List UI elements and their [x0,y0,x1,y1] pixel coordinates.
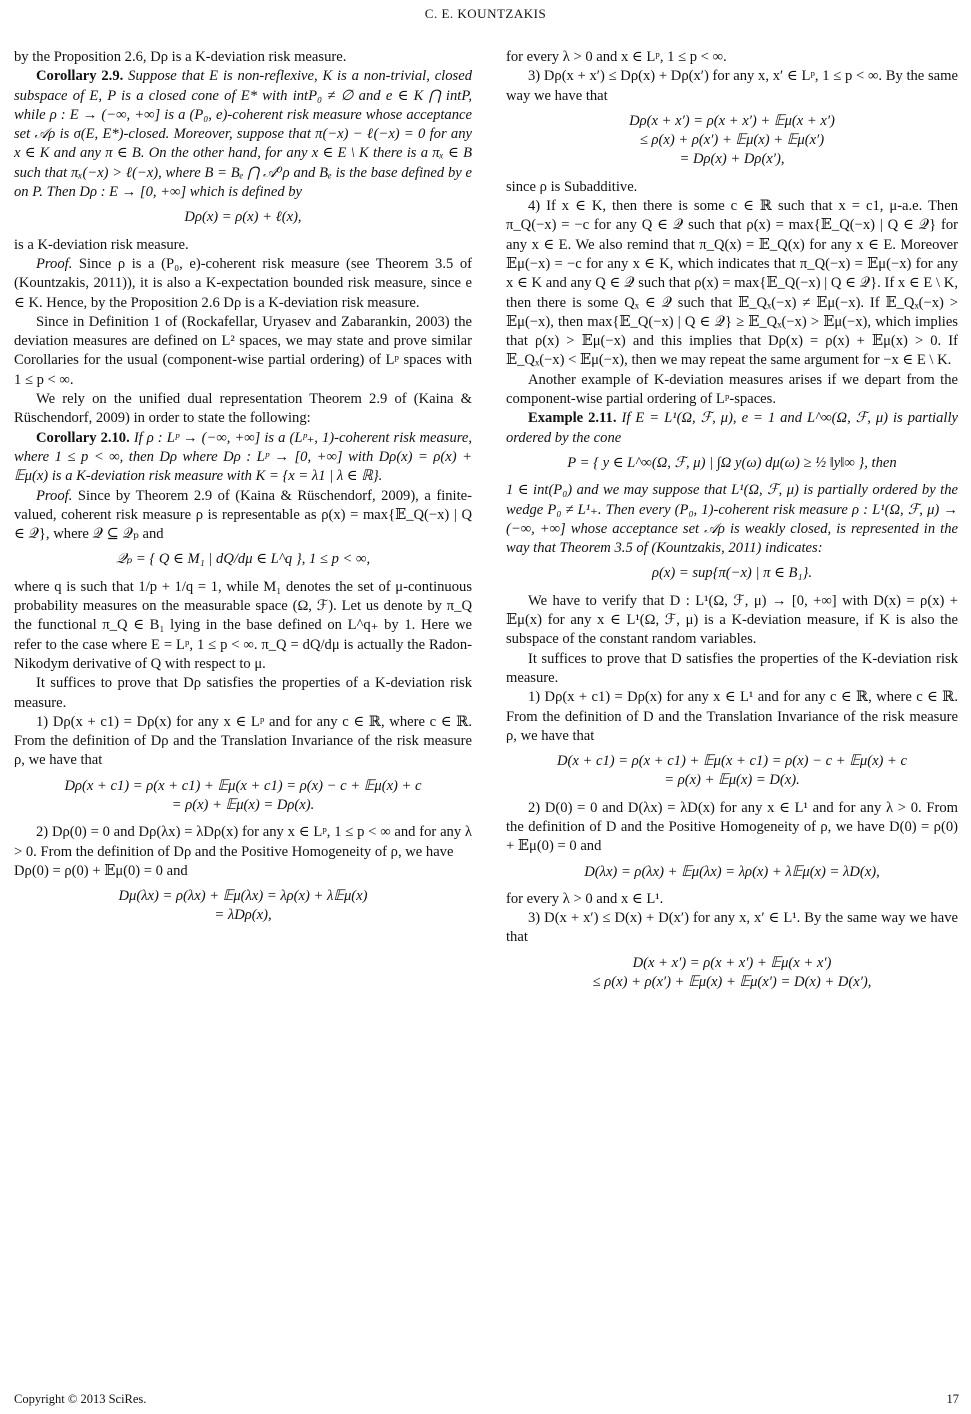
paragraph: by the Proposition 2.6, Dρ is a K-deviation risk measure. [14,49,347,65]
example-2-11 [506,409,958,448]
equation [14,887,472,926]
left-column [14,48,472,934]
list-item: 3) Dρ(x + x′) ≤ Dρ(x) + Dρ(x′) for any x, x′ ∈ Lᵖ, 1 ≤ p < ∞. By the same way we have that [506,68,958,104]
corollary-label: Corollary 2.9. [36,68,124,85]
proof-label: Proof. [36,487,73,504]
paragraph: for every λ > 0 and x ∈ L¹. [506,890,664,907]
equation-line: = ρ(x) + 𝔼μ(x) = D(x). [664,772,800,789]
proof-text: Since ρ is a (P₀, e)-coherent risk measure (see Theorem 3.5 of (Kountzakis, 2011)), it is also a K-expectation bounded risk measure, since e ∈ K. Hence, by the Proposition 2.6 Dρ is a K-deviation risk measure. [14,255,472,311]
paragraph: where q is such that 1/p + 1/q = 1, while M₁ denotes the set of μ-continuous probability measures on the measurable space (Ω, ℱ). Let us denote by π_Q the functional π_Q ∈ B₁ lying in the base defined on L^q₊ by 1. Here we refer to the case where E = Lᵖ, 1 ≤ p < ∞. π_Q = dQ/dμ is actually the Radon-Nikodym derivative of Q with respect to μ. [14,578,472,672]
corollary-2-9 [14,67,472,202]
paragraph: We rely on the unified dual representation Theorem 2.9 of (Kaina & Rüschendorf, 2009) in order to state the following: [14,391,472,427]
equation: Dρ(x) = ρ(x) + ℓ(x), [184,209,302,226]
paragraph: since ρ is Subadditive. [506,178,638,195]
list-item: 1) Dρ(x + c1) = Dρ(x) for any x ∈ Lᵖ and for any c ∈ ℝ, where c ∈ ℝ. From the definition of Dρ and the Translation Invariance of the risk measure ρ, we have that [14,713,472,769]
equation: P = { y ∈ L^∞(Ω, ℱ, μ) | ∫Ω y(ω) dμ(ω) ≥ ½ ‖y‖∞ }, then [567,454,897,471]
proof [14,255,472,313]
proof-text: Since by Theorem 2.9 of (Kaina & Rüschendorf, 2009), a finite-valued, coherent risk measure ρ is representable as ρ(x) = max{𝔼_Q(−x) | Q ∈ 𝒬}, where 𝒬 ⊆ 𝒬ₚ and [14,487,473,543]
paragraph: Another example of K-deviation measures arises if we depart from the component-wise partial ordering of Lᵖ-spaces. [506,371,958,408]
example-label: Example 2.11. [528,410,617,427]
running-header: C. E. KOUNTZAKIS [424,6,547,21]
equation [506,954,958,993]
paragraph: is a K-deviation risk measure. [14,236,189,253]
equation-line: D(x + c1) = ρ(x + c1) + 𝔼μ(x + c1) = ρ(x) − c + 𝔼μ(x) + c [556,753,908,770]
equation-line: ≤ ρ(x) + ρ(x′) + 𝔼μ(x) + 𝔼μ(x′) = D(x) + D(x′), [592,974,872,991]
paragraph: Since in Definition 1 of (Rockafellar, Uryasev and Zabarankin, 2003) the deviation measures are defined on L² spaces, we may state and prove similar Corollaries for the usual (component-wise partial ordering) of Lᵖ spaces with 1 ≤ p < ∞. [14,313,472,388]
equation-line: Dρ(x + c1) = ρ(x + c1) + 𝔼μ(x + c1) = ρ(x) − c + 𝔼μ(x) + c [64,777,422,794]
right-column [506,48,958,1000]
equation-line: D(x + x′) = ρ(x + x′) + 𝔼μ(x + x′) [632,954,832,971]
list-item: 2) Dρ(0) = 0 and Dρ(λx) = λDρ(x) for any x ∈ Lᵖ, 1 ≤ p < ∞ and for any λ > 0. From the definition of Dρ and the Positive Homogeneity of ρ, we have [14,824,472,860]
paragraph: for every λ > 0 and x ∈ Lᵖ, 1 ≤ p < ∞. [506,49,727,65]
corollary-text: Suppose that E is non-reflexive, K is a non-trivial, closed subspace of E, P is a closed cone of E* with intP₀ ≠ ∅ and e ∈ K ⋂ intP, while ρ : E → (−∞, +∞] is a (P₀, e)-coherent risk measure whose acceptance set 𝒜ρ is σ(E, E*)-closed. Moreover, suppose that π(−x) − ℓ(−x) = 0 for any x ∈ K and any π ∈ B. On the other hand, for any x ∈ E \ K there is a πₓ ∈ B such that πₓ(−x) > ℓ(−x), where B = Bₑ ⋂ 𝒜⁰ρ and Bₑ is the base defined by e on P. Then Dρ : E → [0, +∞] which is defined by [14,68,472,201]
list-item: 1) Dρ(x + c1) = Dρ(x) for any x ∈ L¹ and for any c ∈ ℝ, where c ∈ ℝ. From the definition of D and the Translation Invariance of the risk measure ρ, we have that [506,689,958,744]
equation-line: = ρ(x) + 𝔼μ(x) = Dρ(x). [171,796,315,813]
paragraph: 1 ∈ int(P₀) and we may suppose that L¹(Ω, ℱ, μ) is partially ordered by the wedge P₀ ≠ L¹₊. Then every (P₀, 1)-coherent risk measure ρ : L¹(Ω, ℱ, μ) → (−∞, +∞] whose acceptance set 𝒜ρ is weakly closed, is represented in the way that Theorem 3.5 of (Kountzakis, 2011) indicates: [506,482,958,557]
equation: ρ(x) = sup{π(−x) | π ∈ B₁}. [651,565,812,582]
equation: 𝒬ₚ = { Q ∈ M₁ | dQ/dμ ∈ L^q }, 1 ≤ p < ∞, [115,551,371,568]
corollary-text: If ρ : Lᵖ → (−∞, +∞] is a (Lᵖ₊, 1)-coherent risk measure, where 1 ≤ p < ∞, then Dρ where Dρ : Lᵖ → [0, +∞] with Dρ(x) = ρ(x) + 𝔼μ(x) is a K-deviation risk measure with K = {x = λ1 | λ ∈ ℝ}. [14,429,473,485]
paragraph: We have to verify that D : L¹(Ω, ℱ, μ) → [0, +∞] with D(x) = ρ(x) + 𝔼μ(x) for any x ∈ L¹(Ω, ℱ, μ) is a K-deviation measure, if K is also the subspace of the constant random variables. [506,592,958,648]
list-item: 3) D(x + x′) ≤ D(x) + D(x′) for any x, x′ ∈ L¹. By the same way we have that [506,910,958,946]
equation-line: ≤ ρ(x) + ρ(x′) + 𝔼μ(x) + 𝔼μ(x′) [639,132,825,149]
proof-label: Proof. [36,255,73,272]
equation [14,777,472,816]
paragraph: It suffices to prove that D satisfies the properties of the K-deviation risk measure. [506,650,958,686]
corollary-label: Corollary 2.10. [36,429,130,446]
paragraph: Dρ(0) = ρ(0) + 𝔼μ(0) = 0 and [14,862,188,879]
equation [506,752,958,791]
equation: D(λx) = ρ(λx) + 𝔼μ(λx) = λρ(x) + λ𝔼μ(x) = λD(x), [584,863,880,880]
proof [14,487,472,545]
paragraph: It suffices to prove that Dρ satisfies the properties of a K-deviation risk measure. [14,675,472,711]
equation-line: = λDρ(x), [214,907,272,924]
corollary-2-10 [14,429,472,487]
list-item: 2) D(0) = 0 and D(λx) = λD(x) for any x ∈ L¹ and for any λ > 0. From the definition of D and the Positive Homogeneity of ρ, we have D(0) = ρ(0) + 𝔼μ(0) = 0 and [506,799,958,855]
equation-line: Dρ(x + x′) = ρ(x + x′) + 𝔼μ(x + x′) [629,112,835,129]
equation-line: = Dρ(x) + Dρ(x′), [679,151,785,168]
equation-line: Dμ(λx) = ρ(λx) + 𝔼μ(λx) = λρ(x) + λ𝔼μ(x) [118,888,368,905]
equation [506,112,958,170]
list-item: 4) If x ∈ K, then there is some c ∈ ℝ such that x = c1, μ-a.e. Then π_Q(−x) = −c for any Q ∈ 𝒬 such that ρ(x) = max{𝔼_Q(−x) | Q ∈ 𝒬} for any x ∈ E. We also remind that π_Q(x) = 𝔼_Q(x) for any x ∈ E. Moreover 𝔼μ(−x) = −c for any x ∈ K, which indicates that π_Q(−x) = 𝔼μ(−x) for any x ∈ K and any Q ∈ 𝒬 such that ρ(x) = max{𝔼_Q(−x) | Q ∈ 𝒬}. If x ∈ E \ K, then there is some Qₓ ∈ 𝒬 such that 𝔼_Qₓ(−x) ≠ 𝔼μ(−x). If 𝔼_Qₓ(−x) > 𝔼μ(−x), then max{𝔼_Q(−x) | Q ∈ 𝒬} ≥ 𝔼_Qₓ(−x) > 𝔼μ(−x), which implies that ρ(x) > 𝔼μ(−x) and this implies that Dρ(x) = ρ(x) + 𝔼μ(x) > 0. If 𝔼_Qₓ(−x) < 𝔼μ(−x), then we may repeat the same argument for −x ∈ E \ K. [506,198,958,369]
page-number: 17 [946,1392,959,1406]
copyright-notice: Copyright © 2013 SciRes. [14,1392,147,1406]
page-footer [14,1392,959,1407]
example-text: If E = L¹(Ω, ℱ, μ), e = 1 and L^∞(Ω, ℱ, μ) is partially ordered by the cone [506,410,958,446]
